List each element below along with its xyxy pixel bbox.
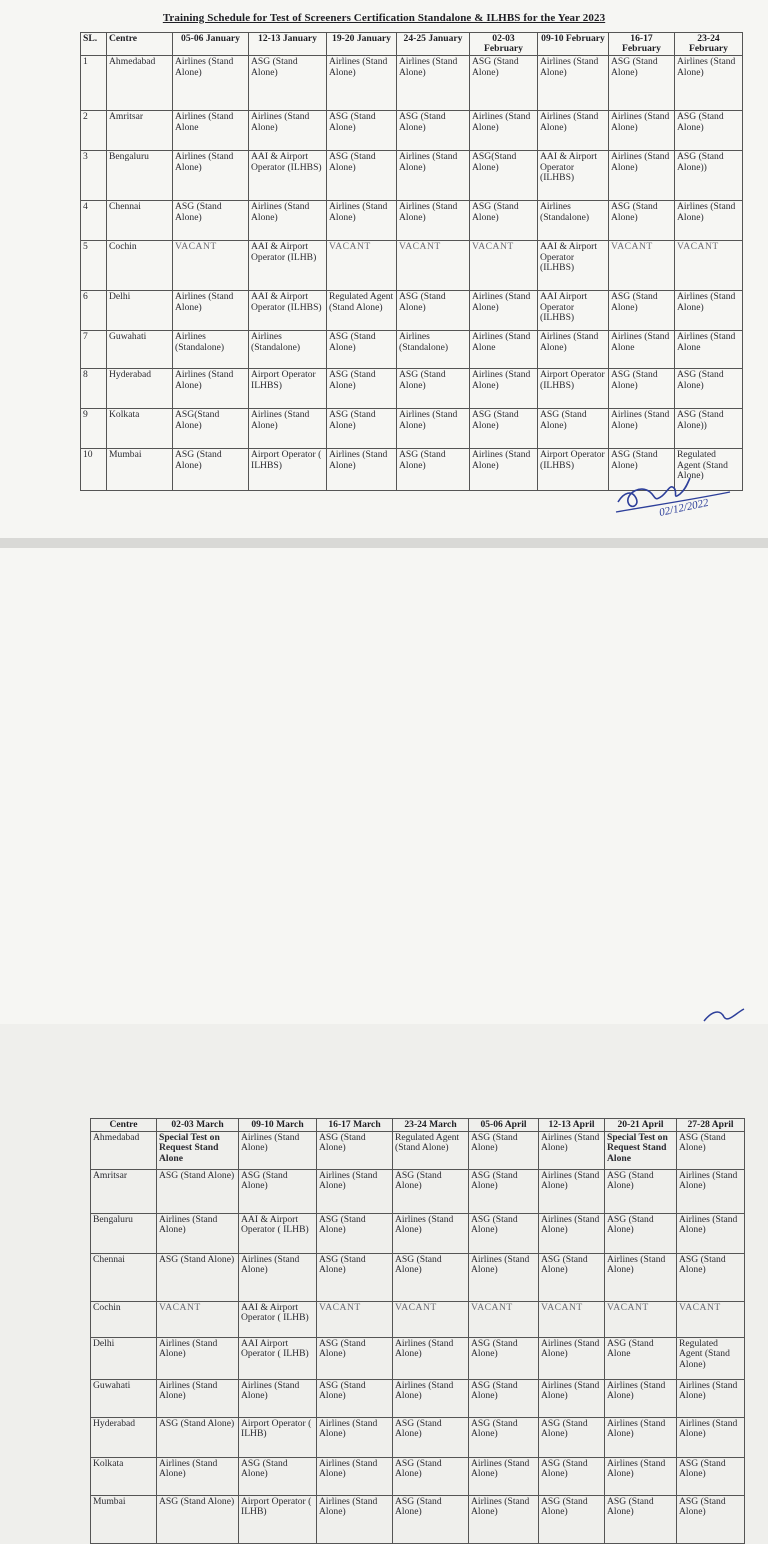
table-cell: Airlines (Stand Alone) <box>157 1380 239 1418</box>
column-header: 16-17 February <box>609 33 675 56</box>
page-divider <box>0 538 768 548</box>
table-header-row <box>81 33 743 56</box>
column-header: 05-06 April <box>469 1119 539 1132</box>
table-cell: ASG (Stand Alone) <box>539 1254 605 1302</box>
column-header: 23-24 March <box>393 1119 469 1132</box>
table-cell: Airlines (Stand Alone) <box>469 1254 539 1302</box>
table-cell: Mumbai <box>91 1496 157 1544</box>
table-cell: Airport Operator (ILHBS) <box>538 369 609 409</box>
table-cell: Airlines (Stand Alone) <box>539 1380 605 1418</box>
table-cell: Airlines (Stand Alone) <box>677 1418 745 1458</box>
table-cell: Special Test on Request Stand Alone <box>157 1132 239 1170</box>
table-cell: ASG (Stand Alone) <box>397 449 470 491</box>
table-cell: Airlines (Stand Alone) <box>157 1214 239 1254</box>
table-cell: ASG (Stand Alone) <box>469 1418 539 1458</box>
table-cell: VACANT <box>470 241 538 291</box>
table-cell: Regulated Agent (Stand Alone) <box>677 1338 745 1380</box>
table-cell: ASG (Stand Alone) <box>470 56 538 111</box>
table-row <box>81 369 743 409</box>
table-cell: Special Test on Request Stand Alone <box>605 1132 677 1170</box>
table-cell: Airlines (Stand Alone) <box>327 56 397 111</box>
table-cell: Airlines (Stand Alone) <box>609 409 675 449</box>
table-cell: ASG (Stand Alone) <box>317 1380 393 1418</box>
table-row <box>81 111 743 151</box>
table-cell: Airlines (Stand Alone) <box>327 201 397 241</box>
table-cell: Airport Operator ( ILHB) <box>239 1496 317 1544</box>
table-cell: VACANT <box>397 241 470 291</box>
table-cell: ASG (Stand Alone) <box>173 201 249 241</box>
table-cell: Regulated Agent (Stand Alone) <box>393 1132 469 1170</box>
table-cell: Airlines (Stand Alone) <box>239 1254 317 1302</box>
table-cell: Airlines (Stand Alone) <box>609 151 675 201</box>
table-cell: VACANT <box>609 241 675 291</box>
table-cell: 8 <box>81 369 107 409</box>
table-cell: Airlines (Stand Alone) <box>470 369 538 409</box>
table-cell: Airlines (Stand Alone) <box>470 449 538 491</box>
table-cell: ASG (Stand Alone) <box>675 369 743 409</box>
table-cell: AAI & Airport Operator ( ILHB) <box>239 1302 317 1338</box>
table-cell: Hyderabad <box>91 1418 157 1458</box>
table-cell: ASG (Stand Alone) <box>605 1496 677 1544</box>
table-cell: ASG (Stand Alone) <box>539 1458 605 1496</box>
table-cell: ASG (Stand Alone) <box>605 1214 677 1254</box>
table-cell: ASG (Stand Alone) <box>157 1254 239 1302</box>
table-cell: 9 <box>81 409 107 449</box>
document-title: Training Schedule for Test of Screeners Certification Standalone & ILHBS for the Year 2023 <box>162 12 606 24</box>
table-cell: Amritsar <box>107 111 173 151</box>
table-cell: Airlines (Stand Alone) <box>675 291 743 331</box>
table-cell: Airlines (Stand Alone <box>675 331 743 369</box>
table-row <box>91 1132 745 1170</box>
table-cell: AAI & Airport Operator (ILHB) <box>249 241 327 291</box>
table-cell: Airlines (Stand Alone <box>470 331 538 369</box>
table-cell: ASG(Stand Alone) <box>173 409 249 449</box>
table-cell: ASG (Stand Alone) <box>317 1214 393 1254</box>
table-cell: Guwahati <box>107 331 173 369</box>
table-cell: ASG (Stand Alone) <box>327 369 397 409</box>
table-cell: ASG (Stand Alone) <box>157 1418 239 1458</box>
table-cell: Airlines (Standalone) <box>397 331 470 369</box>
table-cell: Airlines (Stand Alone) <box>538 111 609 151</box>
table-cell: Airlines (Stand Alone) <box>605 1254 677 1302</box>
table-cell: Airlines (Stand Alone) <box>539 1338 605 1380</box>
table-cell: 7 <box>81 331 107 369</box>
table-cell: Ahmedabad <box>107 56 173 111</box>
table-cell: Airport Operator (ILHBS) <box>538 449 609 491</box>
column-header: 09-10 February <box>538 33 609 56</box>
table-cell: Airlines (Stand Alone) <box>173 291 249 331</box>
table-cell: 4 <box>81 201 107 241</box>
column-header: 20-21 April <box>605 1119 677 1132</box>
table-cell: Airport Operator ( ILHB) <box>239 1418 317 1458</box>
table-cell: AAI Airport Operator ( ILHB) <box>239 1338 317 1380</box>
table-cell: Airlines (Stand Alone) <box>397 151 470 201</box>
table-cell: Airlines (Stand Alone) <box>249 409 327 449</box>
table-cell: Bengaluru <box>107 151 173 201</box>
table-cell: ASG (Stand Alone) <box>249 56 327 111</box>
table-cell: Airlines (Stand Alone) <box>605 1458 677 1496</box>
table-cell: Airlines (Stand Alone) <box>393 1214 469 1254</box>
table-cell: Regulated Agent (Stand Alone) <box>327 291 397 331</box>
schedule-table-mar-apr <box>90 1118 745 1544</box>
table-cell: Airlines (Stand Alone) <box>469 1458 539 1496</box>
table-cell: VACANT <box>393 1302 469 1338</box>
column-header: SL. <box>81 33 107 56</box>
table-cell: VACANT <box>539 1302 605 1338</box>
table-cell: VACANT <box>157 1302 239 1338</box>
signature-fragment <box>700 1003 760 1024</box>
column-header: 12-13 April <box>539 1119 605 1132</box>
table-cell: ASG (Stand Alone) <box>675 111 743 151</box>
table-cell: Amritsar <box>91 1170 157 1214</box>
table-row <box>81 291 743 331</box>
table-cell: ASG (Stand Alone) <box>393 1418 469 1458</box>
table-cell: ASG (Stand Alone) <box>393 1496 469 1544</box>
table-cell: Airlines (Stand Alone) <box>393 1380 469 1418</box>
column-header: 24-25 January <box>397 33 470 56</box>
table-cell: VACANT <box>677 1302 745 1338</box>
table-row <box>91 1458 745 1496</box>
table-cell: Airlines (Stand Alone) <box>393 1338 469 1380</box>
table-cell: ASG (Stand Alone) <box>317 1338 393 1380</box>
schedule-page-2 <box>0 548 768 1518</box>
table-cell: VACANT <box>317 1302 393 1338</box>
table-cell: 5 <box>81 241 107 291</box>
table-row <box>91 1254 745 1302</box>
table-cell: 2 <box>81 111 107 151</box>
table-cell: Airlines (Stand Alone) <box>470 291 538 331</box>
table-cell: Airlines (Stand Alone) <box>317 1170 393 1214</box>
table-cell: Airlines (Stand Alone) <box>397 56 470 111</box>
table-cell: ASG (Stand Alone) <box>317 1132 393 1170</box>
table-cell: ASG (Stand Alone)) <box>675 409 743 449</box>
table-cell: AAI & Airport Operator (ILHBS) <box>249 291 327 331</box>
table-cell: ASG (Stand Alone) <box>393 1458 469 1496</box>
table-cell: Airlines (Stand Alone) <box>397 201 470 241</box>
table-cell: ASG (Stand Alone) <box>539 1496 605 1544</box>
table-cell: Airlines (Stand Alone) <box>469 1496 539 1544</box>
table-cell: ASG (Stand Alone) <box>393 1170 469 1214</box>
table-cell: ASG (Stand Alone) <box>469 1170 539 1214</box>
table-cell: ASG (Stand Alone) <box>677 1254 745 1302</box>
table-cell: Airlines (Stand Alone) <box>675 56 743 111</box>
table-header-row <box>91 1119 745 1132</box>
table-cell: ASG (Stand Alone) <box>605 1170 677 1214</box>
column-header: 02-03 February <box>470 33 538 56</box>
table-cell: ASG (Stand Alone) <box>397 111 470 151</box>
table-cell: AAI Airport Operator (ILHBS) <box>538 291 609 331</box>
table-cell: ASG (Stand Alone) <box>538 409 609 449</box>
column-header: Centre <box>107 33 173 56</box>
table-cell: ASG (Stand Alone) <box>469 1214 539 1254</box>
column-header: Centre <box>91 1119 157 1132</box>
table-row <box>91 1302 745 1338</box>
column-header: 23-24 February <box>675 33 743 56</box>
table-cell: Airport Operator ILHBS) <box>249 369 327 409</box>
table-cell: Airlines (Stand Alone) <box>539 1132 605 1170</box>
table-cell: Kolkata <box>91 1458 157 1496</box>
table-cell: Airlines (Stand Alone) <box>249 111 327 151</box>
table-cell: Airlines (Stand Alone) <box>539 1170 605 1214</box>
table-cell: Airlines (Stand Alone) <box>249 201 327 241</box>
table-cell: ASG (Stand Alone) <box>239 1170 317 1214</box>
table-cell: Chennai <box>91 1254 157 1302</box>
table-cell: Airlines (Stand Alone) <box>327 449 397 491</box>
table-cell: Airlines (Standalone) <box>173 331 249 369</box>
table-row <box>91 1380 745 1418</box>
table-cell: Delhi <box>107 291 173 331</box>
table-cell: Airlines (Stand Alone <box>173 111 249 151</box>
table-cell: Bengaluru <box>91 1214 157 1254</box>
table-cell: AAI & Airport Operator (ILHBS) <box>249 151 327 201</box>
table-cell: Airlines (Stand Alone) <box>239 1132 317 1170</box>
table-cell: ASG (Stand Alone) <box>317 1254 393 1302</box>
table-cell: AAI & Airport Operator ( ILHB) <box>239 1214 317 1254</box>
table-cell: Airlines (Stand Alone) <box>157 1338 239 1380</box>
table-cell: ASG (Stand Alone) <box>327 151 397 201</box>
table-cell: Kolkata <box>107 409 173 449</box>
table-cell: 1 <box>81 56 107 111</box>
table-cell: ASG (Stand Alone) <box>327 111 397 151</box>
table-row <box>91 1418 745 1458</box>
table-cell: ASG (Stand Alone) <box>539 1418 605 1458</box>
table-cell: Airlines (Stand Alone) <box>157 1458 239 1496</box>
table-cell: Chennai <box>107 201 173 241</box>
table-row <box>81 241 743 291</box>
table-cell: ASG(Stand Alone) <box>470 151 538 201</box>
table-cell: Airlines (Stand Alone) <box>173 56 249 111</box>
table-cell: Airlines (Stand Alone) <box>677 1380 745 1418</box>
table-cell: ASG (Stand Alone)) <box>675 151 743 201</box>
table-row <box>81 201 743 241</box>
table-cell: ASG (Stand Alone) <box>157 1496 239 1544</box>
signature <box>610 462 760 522</box>
column-header: 12-13 January <box>249 33 327 56</box>
table-cell: Ahmedabad <box>91 1132 157 1170</box>
table-cell: ASG (Stand Alone) <box>173 449 249 491</box>
table-cell: ASG (Stand Alone) <box>609 56 675 111</box>
table-cell: Airlines (Stand Alone) <box>677 1214 745 1254</box>
column-header: 09-10 March <box>239 1119 317 1132</box>
table-row <box>81 331 743 369</box>
schedule-table-jan-feb <box>80 32 743 491</box>
table-row <box>91 1496 745 1544</box>
table-row <box>81 56 743 111</box>
svg-text:02/12/2022: 02/12/2022 <box>658 496 710 519</box>
table-cell: Airlines (Stand Alone) <box>538 331 609 369</box>
column-header: 16-17 March <box>317 1119 393 1132</box>
table-cell: VACANT <box>605 1302 677 1338</box>
table-cell: ASG (Stand Alone) <box>470 201 538 241</box>
column-header: 02-03 March <box>157 1119 239 1132</box>
column-header: 19-20 January <box>327 33 397 56</box>
table-cell: ASG (Stand Alone) <box>397 291 470 331</box>
table-cell: Airport Operator ( ILHBS) <box>249 449 327 491</box>
column-header: 27-28 April <box>677 1119 745 1132</box>
table-cell: Airlines (Stand Alone) <box>675 201 743 241</box>
table-cell: ASG (Stand Alone) <box>609 201 675 241</box>
table-cell: ASG (Stand Alone) <box>397 369 470 409</box>
table-cell: Airlines (Stand Alone) <box>470 111 538 151</box>
table-row <box>81 409 743 449</box>
table-cell: ASG (Stand Alone) <box>157 1170 239 1214</box>
table-cell: Airlines (Stand Alone) <box>239 1380 317 1418</box>
table-cell: Guwahati <box>91 1380 157 1418</box>
table-cell: AAI & Airport Operator (ILHBS) <box>538 241 609 291</box>
table-cell: ASG (Stand Alone <box>605 1338 677 1380</box>
table-cell: Mumbai <box>107 449 173 491</box>
table-cell: VACANT <box>173 241 249 291</box>
table-cell: Airlines (Stand Alone) <box>173 369 249 409</box>
table-cell: ASG (Stand Alone) <box>327 331 397 369</box>
table-cell: ASG (Stand Alone) <box>393 1254 469 1302</box>
table-cell: ASG (Stand Alone) <box>239 1458 317 1496</box>
table-cell: ASG (Stand Alone) <box>677 1496 745 1544</box>
table-cell: Airlines (Stand Alone) <box>317 1458 393 1496</box>
schedule-page-1 <box>0 0 768 538</box>
table-cell: Regulated Agent (Stand Alone) <box>675 449 743 491</box>
table-cell: ASG (Stand Alone) <box>469 1132 539 1170</box>
table-cell: ASG (Stand Alone) <box>469 1380 539 1418</box>
table-cell: VACANT <box>469 1302 539 1338</box>
table-cell: Airlines (Stand Alone) <box>677 1170 745 1214</box>
table-cell: 10 <box>81 449 107 491</box>
table-cell: ASG (Stand Alone) <box>677 1132 745 1170</box>
table-cell: 6 <box>81 291 107 331</box>
table-cell: Cochin <box>107 241 173 291</box>
table-cell: Airlines (Stand Alone) <box>609 111 675 151</box>
table-cell: Airlines (Standalone) <box>249 331 327 369</box>
table-cell: Airlines (Stand Alone) <box>605 1418 677 1458</box>
table-cell: Airlines (Stand Alone) <box>539 1214 605 1254</box>
table-cell: ASG (Stand Alone) <box>609 449 675 491</box>
table-cell: ASG (Stand Alone) <box>609 369 675 409</box>
table-cell: 3 <box>81 151 107 201</box>
table-row <box>91 1338 745 1380</box>
table-row <box>91 1170 745 1214</box>
table-cell: Delhi <box>91 1338 157 1380</box>
table-cell: ASG (Stand Alone) <box>327 409 397 449</box>
table-row <box>91 1214 745 1254</box>
table-cell: Airlines (Stand Alone <box>609 331 675 369</box>
table-cell: Airlines (Standalone) <box>538 201 609 241</box>
table-cell: Hyderabad <box>107 369 173 409</box>
table-cell: ASG (Stand Alone) <box>677 1458 745 1496</box>
table-cell: Airlines (Stand Alone) <box>605 1380 677 1418</box>
column-header: 05-06 January <box>173 33 249 56</box>
table-cell: ASG (Stand Alone) <box>609 291 675 331</box>
table-cell: Airlines (Stand Alone) <box>173 151 249 201</box>
table-cell: Airlines (Stand Alone) <box>397 409 470 449</box>
table-row <box>81 151 743 201</box>
table-cell: Airlines (Stand Alone) <box>317 1496 393 1544</box>
table-cell: Airlines (Stand Alone) <box>317 1418 393 1458</box>
table-cell: VACANT <box>675 241 743 291</box>
table-cell: AAI & Airport Operator (ILHBS) <box>538 151 609 201</box>
table-cell: VACANT <box>327 241 397 291</box>
table-cell: Airlines (Stand Alone) <box>538 56 609 111</box>
table-cell: ASG (Stand Alone) <box>469 1338 539 1380</box>
table-cell: Cochin <box>91 1302 157 1338</box>
table-cell: ASG (Stand Alone) <box>470 409 538 449</box>
